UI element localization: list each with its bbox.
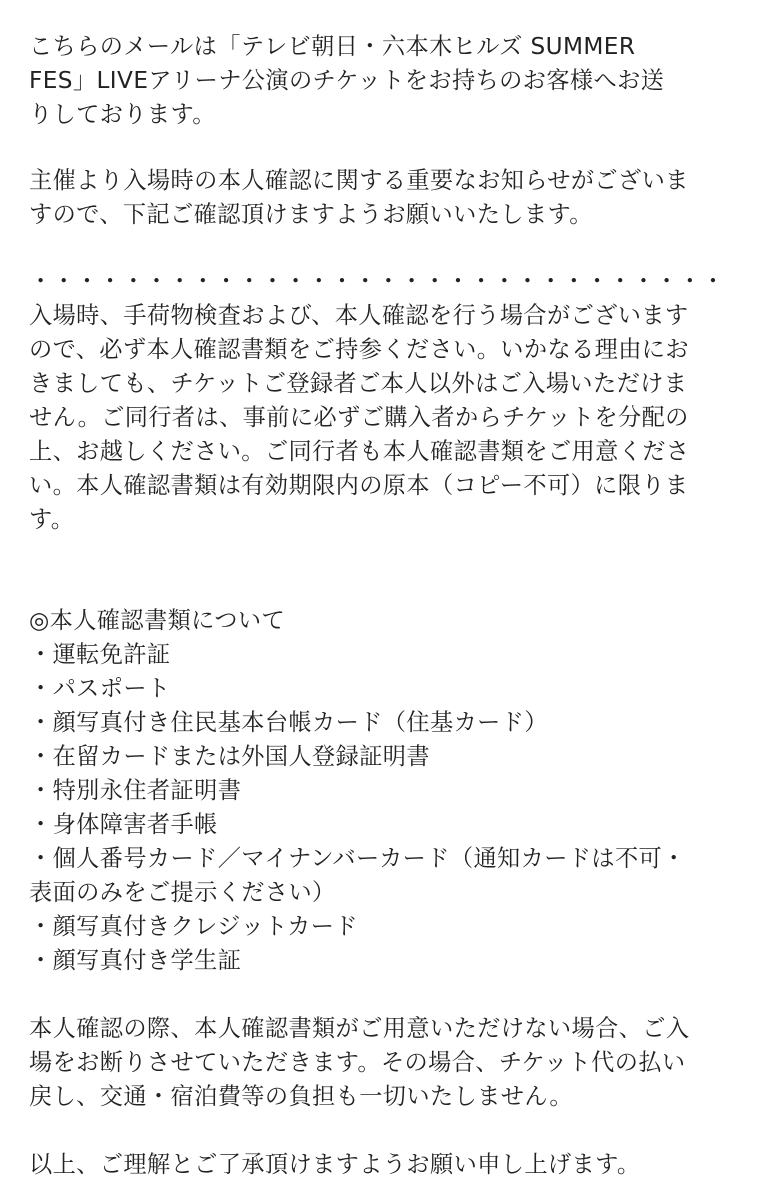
id-document-item: ・在留カードまたは外国人登録証明書 <box>29 743 430 770</box>
intro-paragraph: こちらのメールは「テレビ朝日・六本木ヒルズ SUMMER FES」LIVEアリーナ公演のチケットをお持ちのお客様へお送 りしております。 <box>29 33 665 128</box>
id-document-item: ・顔写真付きクレジットカード <box>29 913 358 940</box>
id-document-item: ・運転免許証 <box>29 641 171 668</box>
id-document-item: ・身体障害者手帳 <box>29 811 218 838</box>
id-document-item: ・顔写真付き住民基本台帳カード（住基カード） <box>29 709 548 736</box>
dotted-separator: ・・・・・・・・・・・・・・・・・・・・・・・・・・・・・・ <box>29 268 725 295</box>
id-documents-section <box>29 604 749 978</box>
entry-rules-paragraph: 入場時、手荷物検査および、本人確認を行う場合がございます ので、必ず本人確認書類をご持参ください。いかなる理由にお きましても、チケットご登録者ご本人以外はご入場いただけま せん。ご同行者は、事前に必ずご購入者からチケットを分配の 上、お越しください。ご同行者も本人確認書類をご用意くださ い。本人確認書類は有効期限内の原本（コピー不可）に限りま す。 <box>29 302 690 533</box>
closing-paragraph: 以上、ご理解とご了承頂けますようお願い申し上げます。 <box>29 1151 641 1178</box>
id-document-item: ・顔写真付き学生証 <box>29 947 242 974</box>
id-document-item: ・パスポート <box>29 675 171 702</box>
id-documents-heading: ◎本人確認書類について <box>29 607 286 634</box>
refusal-paragraph: 本人確認の際、本人確認書類がご用意いただけない場合、ご入 場をお断りさせていただきます。その場合、チケット代の払い 戻し、交通・宿泊費等の負担も一切いたしません。 <box>29 1015 690 1110</box>
id-document-item: ・個人番号カード／マイナンバーカード（通知カードは不可・ 表面のみをご提示ください） <box>29 845 686 906</box>
id-document-item: ・特別永住者証明書 <box>29 777 242 804</box>
notice-paragraph: 主催より入場時の本人確認に関する重要なお知らせがございま すので、下記ご確認頂けますようお願いいたします。 <box>29 167 689 228</box>
